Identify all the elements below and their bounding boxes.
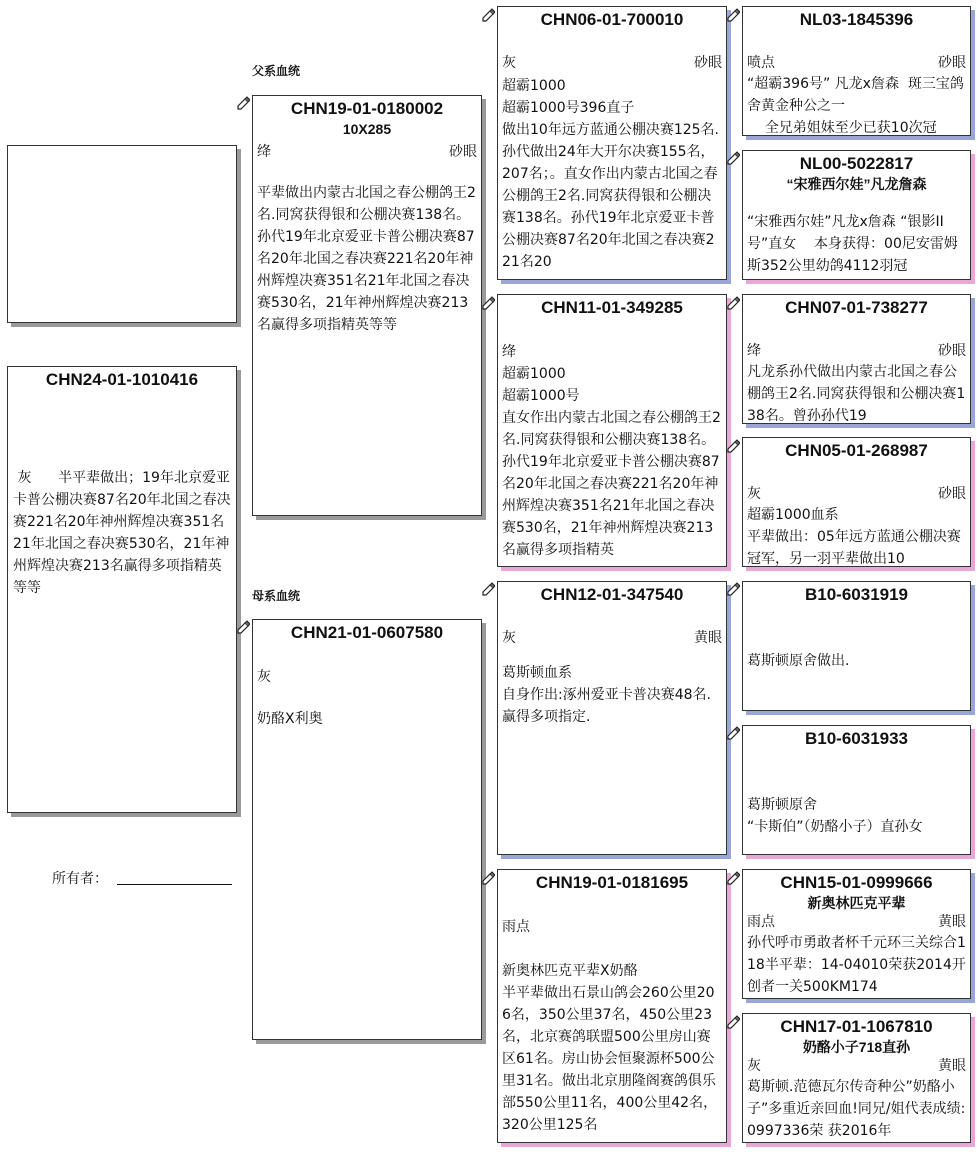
sire-dam-card[interactable] [497, 294, 727, 567]
dam-sire-color: 灰 [502, 630, 516, 646]
sds-color: 绛 [747, 343, 761, 359]
dam-color: 灰 [257, 669, 271, 685]
dam-description: 奶酪X利奥 [257, 711, 323, 727]
edit-pencil-icon[interactable] [726, 726, 740, 740]
sss-eye: 砂眼 [938, 55, 966, 71]
owner-label: 所有者： [52, 871, 108, 887]
sire-color: 绛 [257, 144, 271, 160]
dds-ring-number: CHN15-01-0999666 [780, 873, 933, 892]
dss-card[interactable] [742, 581, 971, 711]
sire-sire-ring-number: CHN06-01-700010 [540, 10, 684, 29]
dds-description: 孙代呼市勇敢者杯千元环三关综合118半平辈：14-04010荣获2014开创者一关500KM174 [747, 935, 966, 995]
dam-sire-description: 葛斯顿血系 自身作出:涿州爱亚卡普决赛48名. 赢得多项指定. [502, 665, 711, 725]
ddd-ring-number: CHN17-01-1067810 [780, 1017, 933, 1036]
ssd-subtitle: “宋雅西尔娃”凡龙詹森 [786, 176, 927, 192]
sss-card[interactable] [742, 6, 971, 136]
dam-line-label: 母系血统 [252, 589, 301, 603]
dds-card[interactable] [742, 869, 971, 999]
ddd-subtitle: 奶酪小子718直孙 [802, 1039, 911, 1055]
sds-ring-number: CHN07-01-738277 [785, 298, 928, 317]
dds-eye: 黄眼 [938, 914, 966, 930]
sire-dam-color: 绛 [502, 344, 516, 360]
dam-sire-ring-number: CHN12-01-347540 [540, 585, 684, 604]
ddd-card[interactable] [742, 1013, 971, 1143]
edit-pencil-icon[interactable] [726, 8, 740, 22]
ssd-ring-number: NL00-5022817 [799, 154, 914, 173]
sire-line-label: 父系血统 [252, 64, 301, 78]
ssd-description: “宋雅西尔娃”凡龙x詹森 “银影II号”直女 本身获得：00尼安雷姆斯352公里幼鸽4112羽冠 [747, 214, 958, 274]
subject-description: 灰 半平辈做出；19年北京爱亚卡普公棚决赛87名20年北国之春决赛221名20年神州辉煌决赛351名21年北国之春决赛530名，21年神州辉煌决赛213名赢得多项指精英等等 [13, 470, 231, 596]
sire-sire-eye: 砂眼 [694, 55, 722, 71]
sire-dam-description: 超霸1000 超霸1000号 直女作出内蒙古北国之春公棚鸽王2名.同窝获得银和公棚决赛138名。孙代19年北京爱亚卡普公棚决赛87名20年北国之春决赛221名20年神州辉煌决赛351名21年北国之春决赛530名，21年神州辉煌决赛213名赢得多项指精英 [502, 366, 721, 558]
sire-sire-description: 超霸1000 超霸1000号396直子 做出10年远方蓝通公棚决赛125名. 孙代做出24年大开尔决赛155名，207名；。直女作出内蒙古北国之春公棚鸽王2名.同窝获得银和公棚决赛138名。孙代19年北京爱亚卡普公棚决赛87名20年北国之春决赛221名20 [502, 78, 719, 270]
edit-pencil-icon[interactable] [726, 151, 740, 165]
dam-ring-number: CHN21-01-0607580 [290, 623, 444, 642]
dam-dam-ring-number: CHN19-01-0181695 [535, 873, 689, 892]
dss-ring-number: B10-6031919 [804, 585, 909, 604]
dsd-card[interactable] [742, 725, 971, 855]
edit-pencil-icon[interactable] [236, 620, 250, 634]
dds-subtitle: 新奥林匹克平辈 [807, 895, 906, 911]
sire-sire-card[interactable] [497, 6, 727, 280]
edit-pencil-icon[interactable] [481, 296, 495, 310]
dam-dam-description: 新奥林匹克平辈X奶酪 半平辈做出石景山鸽会260公里206名，350公里37名，450公里23名，北京赛鸽联盟500公里房山赛区61名。房山协会恒聚源杯500公里31名。做出北京朋隆阁赛鸽俱乐部550公里11名，400公里42名，320公里125名 [502, 963, 718, 1133]
dam-card[interactable] [252, 619, 482, 1040]
sds-eye: 砂眼 [938, 343, 966, 359]
sire-description: 平辈做出内蒙古北国之春公棚鸽王2名.同窝获得银和公棚决赛138名。孙代19年北京爱亚卡普公棚决赛87名20年北国之春决赛221名20年神州辉煌决赛351名21年北国之春决赛530名，21年神州辉煌决赛213名赢得多项指精英等等 [257, 185, 476, 333]
sdd-card[interactable] [742, 437, 971, 567]
edit-pencil-icon[interactable] [726, 582, 740, 596]
edit-pencil-icon[interactable] [726, 1015, 740, 1029]
sire-subtitle: 10X285 [342, 121, 392, 137]
sdd-description: 超霸1000血系 平辈做出：05年远方蓝通公棚决赛冠军，另一羽平辈做出10 [747, 507, 961, 567]
ddd-description: 葛斯顿.范德瓦尔传奇种公”奶酪小子”多重近亲回血!同兄/姐代表成绩: 0997336荣 获2016年 [747, 1079, 970, 1139]
ddd-eye: 黄眼 [938, 1058, 966, 1074]
dsd-ring-number: B10-6031933 [804, 729, 909, 748]
dam-dam-card[interactable] [497, 869, 727, 1143]
sire-ring-number: CHN19-01-0180002 [290, 99, 444, 118]
sire-eye: 砂眼 [449, 144, 477, 160]
sss-ring-number: NL03-1845396 [799, 10, 914, 29]
sdd-ring-number: CHN05-01-268987 [785, 441, 928, 460]
ssd-card[interactable] [742, 150, 971, 280]
edit-pencil-icon[interactable] [726, 296, 740, 310]
edit-pencil-icon[interactable] [726, 439, 740, 453]
dss-description: 葛斯顿原舍做出. [747, 653, 850, 669]
sire-card[interactable] [252, 95, 482, 516]
edit-pencil-icon[interactable] [481, 582, 495, 596]
sds-card[interactable] [742, 294, 971, 424]
sire-dam-ring-number: CHN11-01-349285 [541, 298, 683, 317]
subject-ring-number: CHN24-01-1010416 [45, 370, 199, 389]
ddd-color: 灰 [747, 1058, 761, 1074]
sss-description: “超霸396号” 凡龙x詹森 斑三宝鸽舍黄金种公之一 全兄弟姐妹至少已获10次冠 [747, 76, 964, 136]
edit-pencil-icon[interactable] [726, 871, 740, 885]
edit-pencil-icon[interactable] [236, 96, 250, 110]
dam-dam-color: 雨点 [502, 919, 530, 935]
edit-pencil-icon[interactable] [481, 871, 495, 885]
dsd-description: 葛斯顿原舍 “卡斯伯”（奶酪小子）直孙女 [747, 797, 923, 835]
sire-sire-color: 灰 [502, 55, 516, 71]
dds-color: 雨点 [747, 914, 775, 930]
sdd-eye: 砂眼 [938, 486, 966, 502]
dam-sire-eye: 黄眼 [694, 630, 722, 646]
owner-line[interactable] [117, 884, 232, 885]
edit-pencil-icon[interactable] [481, 8, 495, 22]
sdd-color: 灰 [747, 486, 761, 502]
sss-color: 喷点 [747, 55, 775, 71]
subject-card[interactable] [7, 366, 237, 813]
dam-sire-card[interactable] [497, 581, 727, 855]
photo-frame[interactable] [7, 145, 237, 323]
sds-description: 凡龙系孙代做出内蒙古北国之春公棚鸽王2名.同窝获得银和公棚决赛138名。曾孙孙代19 [747, 364, 966, 424]
